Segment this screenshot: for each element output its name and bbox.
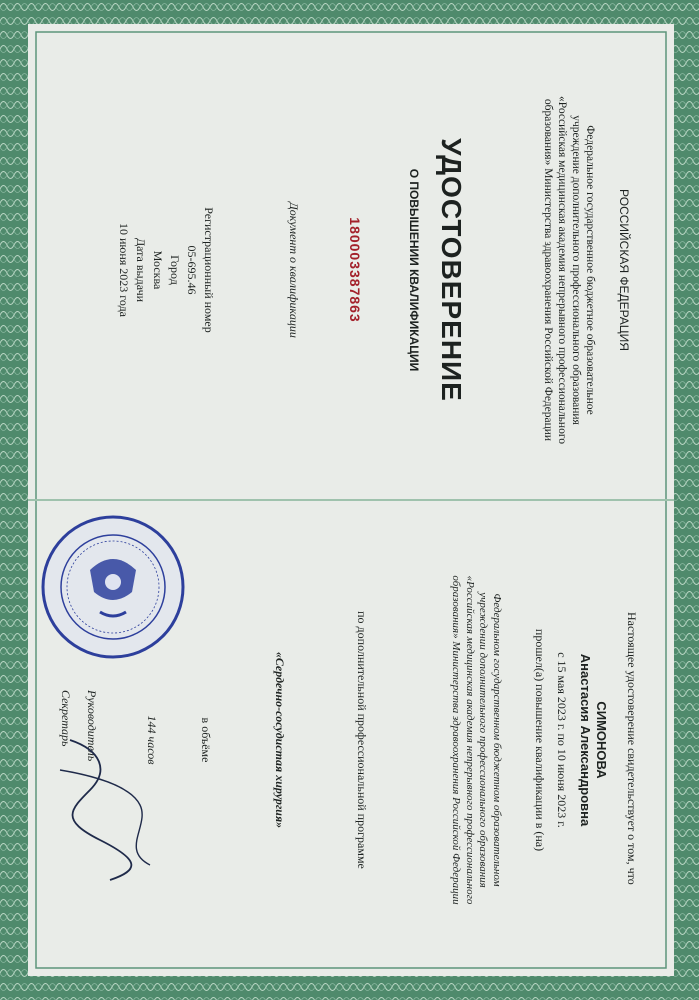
holder-given-names: Анастасия Александровна bbox=[578, 653, 593, 827]
holder-surname: СИМОНОВА bbox=[594, 701, 609, 779]
reg-value: 05-695.46 bbox=[185, 245, 199, 295]
holder-name bbox=[577, 520, 609, 960]
certificate-number: 180003387863 bbox=[347, 217, 363, 323]
official-stamp bbox=[38, 512, 188, 662]
training-period: с 15 мая 2023 г. по 10 июня 2023 г. bbox=[555, 652, 569, 828]
certificate-subtitle: О ПОВЫШЕНИИ КВАЛИФИКАЦИИ bbox=[407, 168, 421, 372]
hours-value: 144 часов bbox=[145, 715, 159, 765]
date-label: Дата выдачи bbox=[134, 237, 148, 303]
program-name: «Сердечно-сосудистая хирургия» bbox=[273, 651, 287, 829]
country-label: РОССИЙСКАЯ ФЕДЕРАЦИЯ bbox=[617, 189, 631, 351]
secretary-label: Секретарь bbox=[59, 690, 73, 747]
passed-text: прошел(а) повышение квалификации в (на) bbox=[533, 628, 547, 852]
head-signature bbox=[40, 730, 170, 890]
document-type: Документ о квалификации bbox=[287, 202, 301, 338]
program-label: по дополнительной профессиональной программе bbox=[355, 611, 369, 869]
issuer-org-left: Федеральное государственное бюджетное образовательное учреждение дополнительного профессионального образования «Российская медицинская академия непрерывного профессионального образования» Министерства здравоохранения Российской Федерации bbox=[542, 95, 596, 445]
volume-label: в объёме bbox=[199, 717, 213, 763]
reg-label: Регистрационный номер bbox=[202, 207, 216, 333]
intro-text: Настоящее удостоверение свидетельствует о том, что bbox=[625, 612, 639, 885]
city-label: Город bbox=[168, 255, 182, 285]
head-label: Руководитель bbox=[85, 690, 99, 762]
registration-block bbox=[115, 40, 217, 500]
training-org: Федеральном государственном бюджетном образовательном учреждении дополнительного профессионального образования «Российская медицинская академия непрерывного профессионального образования» Министерства здравоохранения Российской Федерации bbox=[450, 575, 503, 905]
certificate-title: УДОСТОВЕРЕНИЕ bbox=[436, 138, 467, 402]
date-value: 10 июня 2023 года bbox=[117, 222, 131, 318]
city-value: Москва bbox=[151, 250, 165, 290]
